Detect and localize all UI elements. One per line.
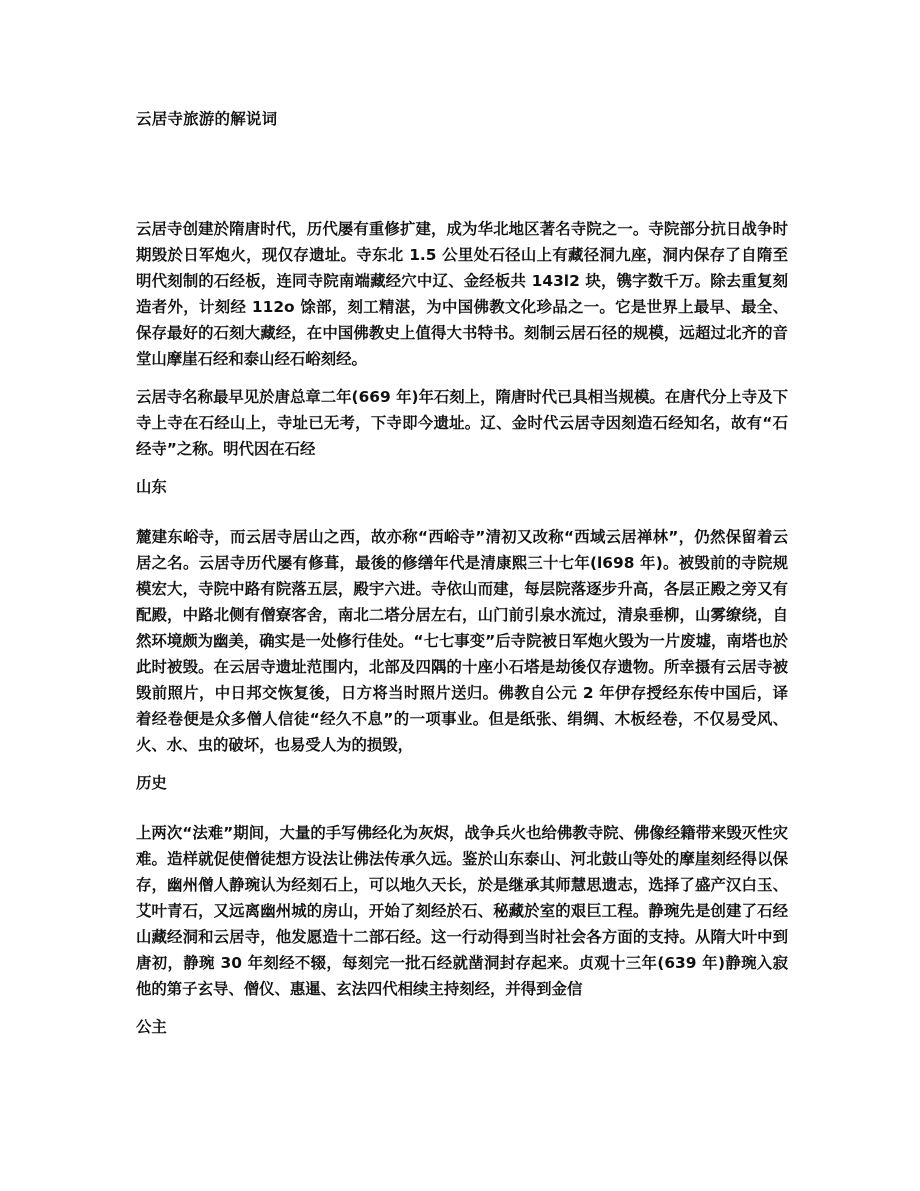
paragraph-3: 麓建东峪寺，而云居寺居山之西，故亦称“西峪寺”清初又改称“西域云居禅林”，仍然保留着云居之名。云居寺历代屡有修葺，最後的修缮年代是清康熙三十七年(l698 年)。被毁前的寺院规模宏大，寺院中路有院落五层，殿宇六进。寺依山而建，每层院落逐步升高，各层正殿之旁又有配殿，中路北侧有僧寮客舍，南北二塔分居左右，山门前引泉水流过，清泉垂柳，山雾缭绕，自然环境颇为幽美，确实是一处修行佳处。“七七事变”后寺院被日军炮火毁为一片废墟，南塔也於此时被毁。在云居寺遗址范围内，北部及四隅的十座小石塔是劫後仅存遗物。所幸摄有云居寺被毁前照片，中日邦交恢复後，日方将当时照片送归。佛教自公元 2 年伊存授经东传中国后，译着经卷便是众多僧人信徒“经久不息”的一项事业。但是纸张、绢绸、木板经卷，不仅易受风、火、水、虫的破坏，也易受人为的损毁，	[136, 528, 788, 754]
section-heading-princess: 公主	[136, 1018, 167, 1036]
paragraph-4: 上两次“法难”期间，大量的手写佛经化为灰烬，战争兵火也给佛教寺院、佛像经籍带来毁灭性灾难。造样就促使僧徒想方设法让佛法传承久远。鉴於山东泰山、河北鼓山等处的摩崖刻经得以保存，幽州僧人静琬认为经刻石上，可以地久天长，於是继承其师慧思遗志，选择了盛产汉白玉、艾叶青石，又远离幽州城的房山，开始了刻经於石、秘藏於室的艰巨工程。静琬先是创建了石经山藏经洞和云居寺，他发愿造十二部石经。这一行动得到当时社会各方面的支持。从隋大叶中到唐初，静琬 30 年刻经不辍，每刻完一批石经就凿洞封存起来。贞观十三年(639 年)静琬入寂他的第子玄导、僧仪、惠暹、玄法四代相续主持刻经，并得到金信	[136, 824, 788, 998]
section-heading-history: 历史	[136, 774, 167, 792]
paragraph-2: 云居寺名称最早见於唐总章二年(669 年)年石刻上，隋唐时代已具相当规模。在唐代分上寺及下寺上寺在石经山上，寺址已无考，下寺即今遗址。辽、金时代云居寺因刻造石经知名，故有“石经寺”之称。明代因在石经	[136, 388, 788, 458]
paragraph-1: 云居寺创建於隋唐时代，历代屡有重修扩建，成为华北地区著名寺院之一。寺院部分抗日战争时期毁於日军炮火，现仅存遗址。寺东北 1.5 公里处石径山上有藏径洞九座，洞内保存了自隋至明代刻制的石经板，连同寺院南端藏经穴中辽、金经板共 143l2 块，镌字数千万。除去重复刻造者外，计刻经 112o 馀部，刻工精湛，为中国佛教文化珍品之一。它是世界上最早、最全、保存最好的石刻大藏经，在中国佛教史上值得大书特书。刻制云居石径的规模，远超过北齐的音堂山摩崖石经和泰山经石峪刻经。	[136, 220, 788, 368]
document-title: 云居寺旅游的解说词	[136, 110, 278, 128]
section-heading-shandong: 山东	[136, 478, 167, 496]
document-body	[136, 216, 788, 1064]
